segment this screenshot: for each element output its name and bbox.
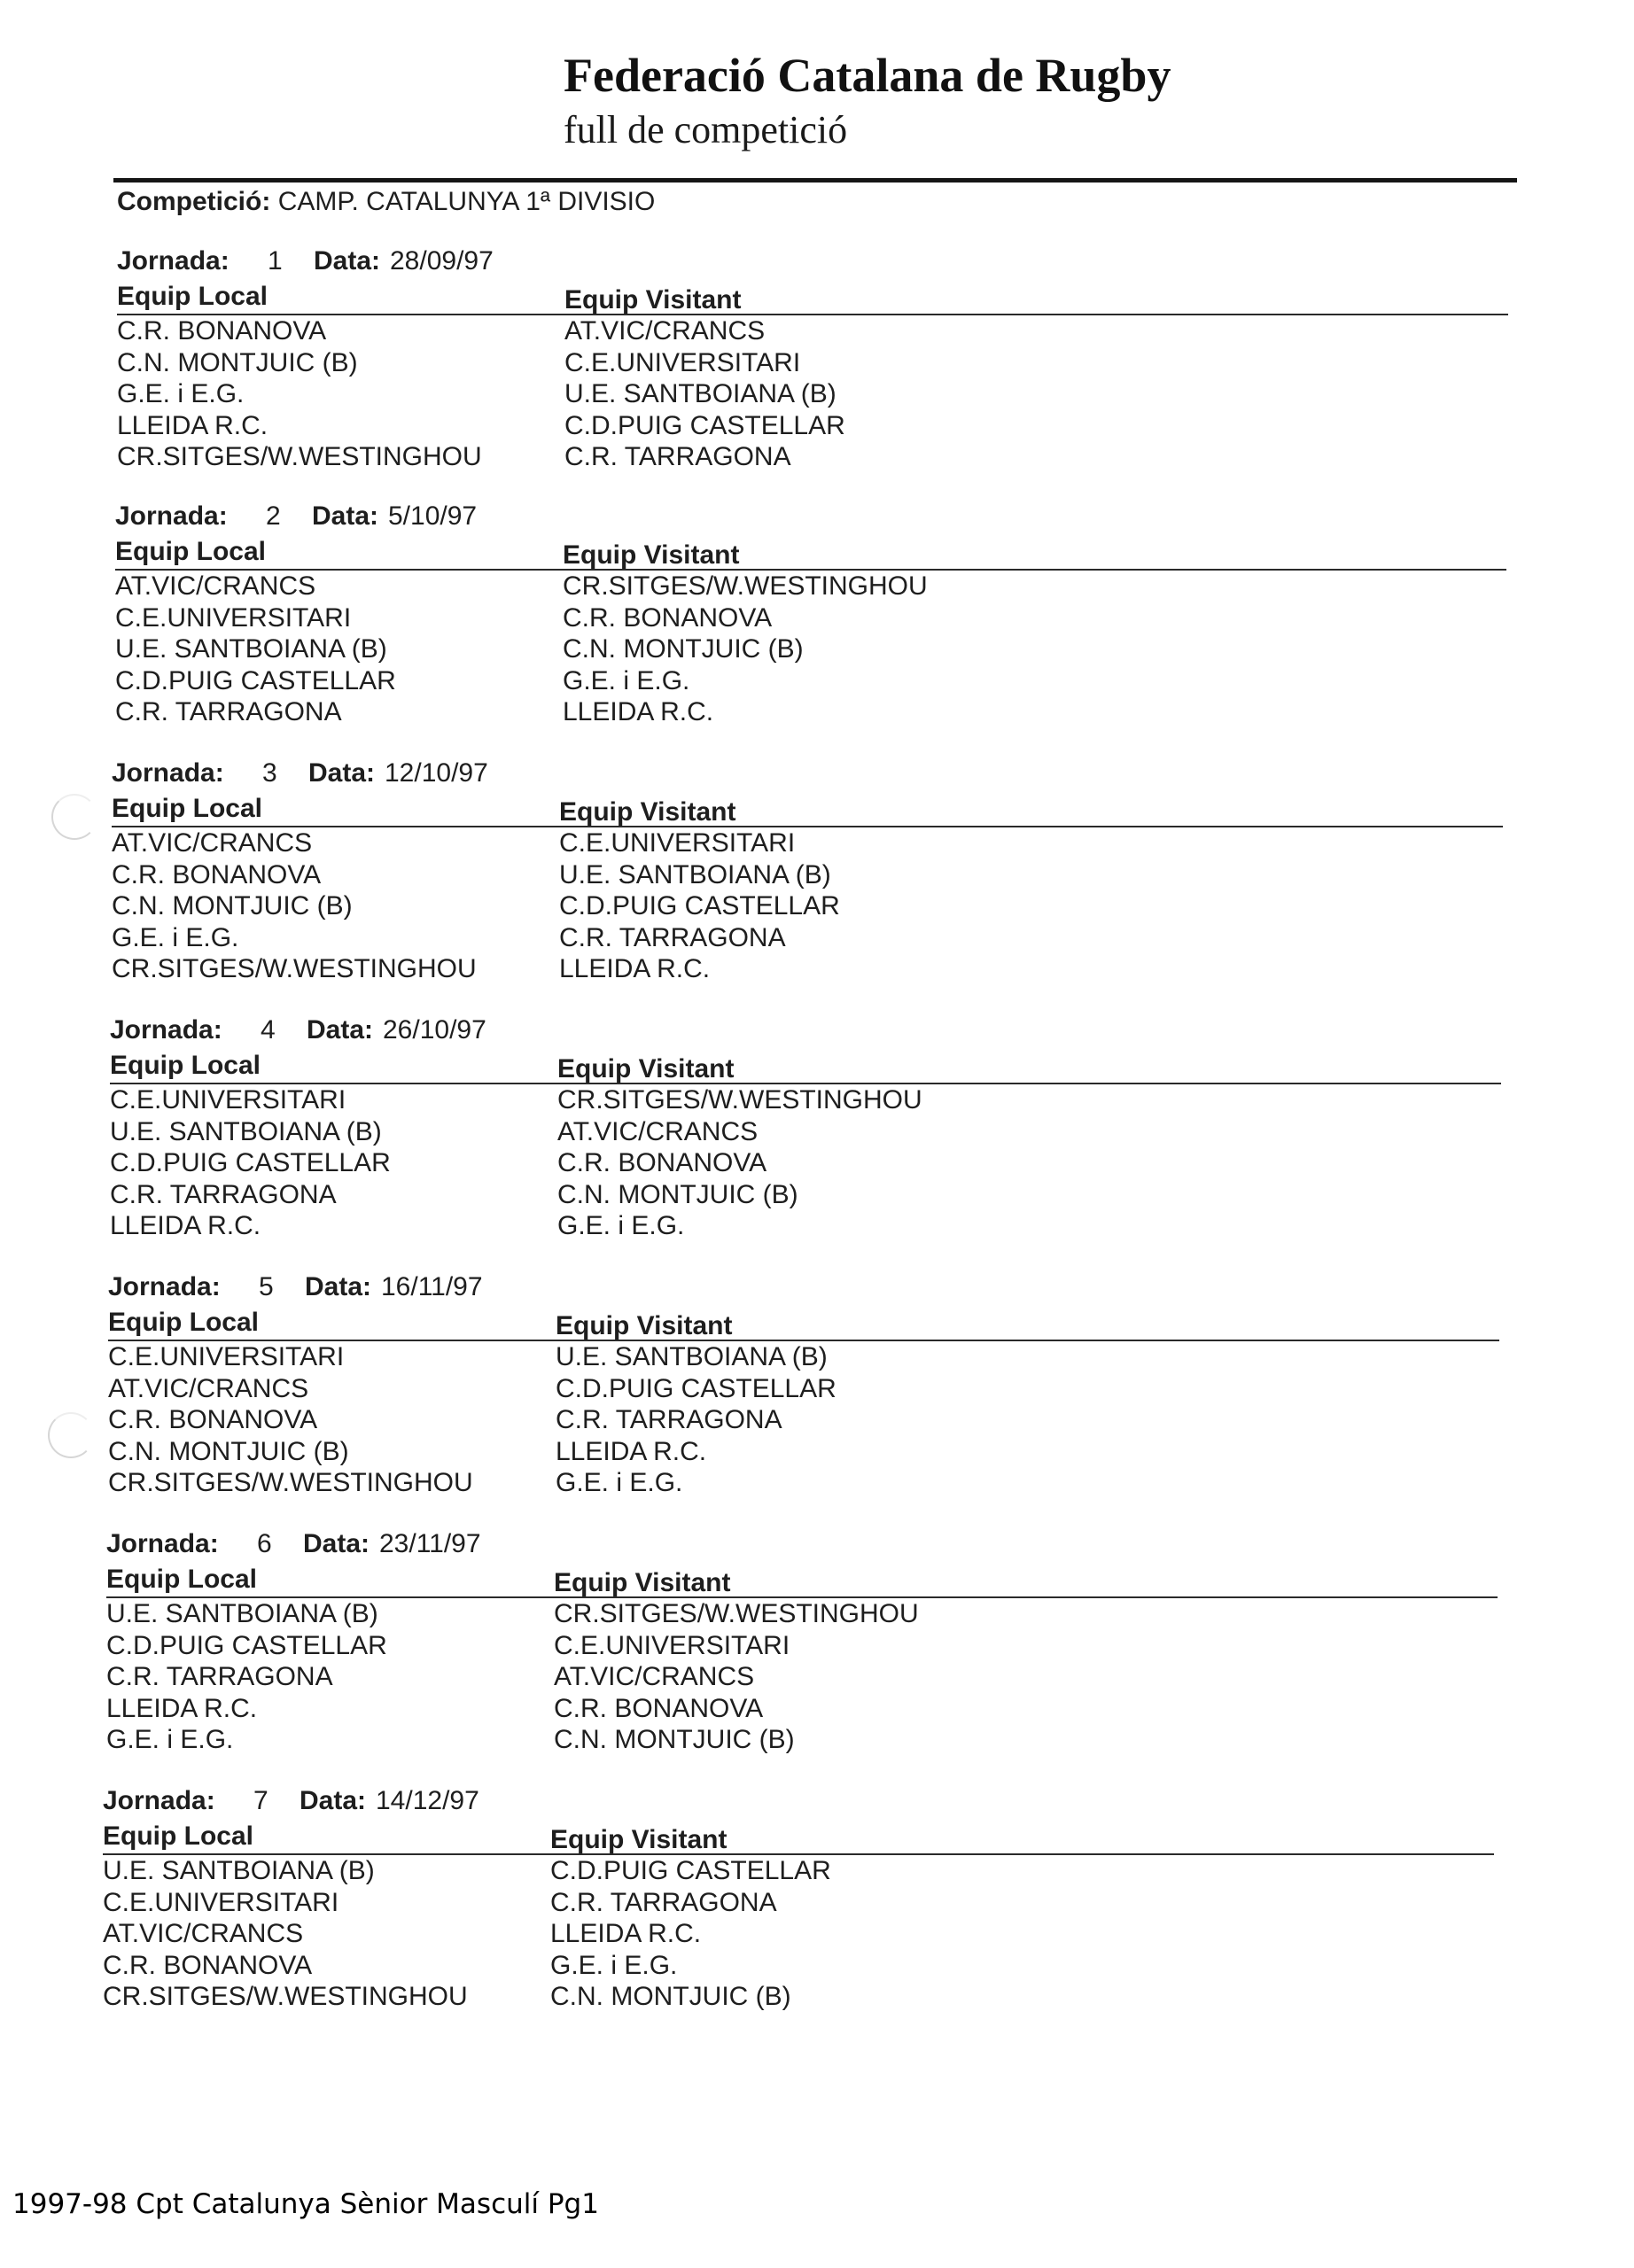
- round-date: 28/09/97: [390, 246, 494, 276]
- round-label: Jornada:: [103, 1786, 215, 1815]
- date-label: Data:: [303, 1529, 370, 1558]
- fixtures-table: [110, 1084, 1528, 1242]
- home-team-header: Equip Local: [115, 537, 267, 566]
- away-team-name: G.E. i E.G.: [563, 665, 690, 695]
- round-date: 23/11/97: [379, 1529, 481, 1558]
- home-team-list: [108, 1341, 556, 1499]
- away-team-name: U.E. SANTBOIANA (B): [556, 1342, 828, 1371]
- round-section: [108, 1272, 1526, 1499]
- home-team-name: U.E. SANTBOIANA (B): [110, 1116, 382, 1146]
- away-team-name: C.D.PUIG CASTELLAR: [559, 891, 840, 920]
- away-team-header: Equip Visitant: [557, 1054, 735, 1084]
- date-label: Data:: [308, 758, 376, 788]
- round-section: [106, 1529, 1524, 1756]
- round-label: Jornada:: [106, 1529, 219, 1558]
- away-team-name: CR.SITGES/W.WESTINGHOU: [554, 1599, 919, 1628]
- home-team-name: CR.SITGES/W.WESTINGHOU: [117, 442, 482, 471]
- away-team-list: [564, 315, 1185, 473]
- column-headers: [112, 794, 1529, 826]
- away-team-name: LLEIDA R.C.: [550, 1919, 702, 1948]
- document-header: [564, 46, 1171, 154]
- date-label: Data:: [314, 246, 381, 276]
- away-team-name: C.E.UNIVERSITARI: [554, 1630, 790, 1660]
- away-team-name: C.R. TARRAGONA: [556, 1405, 782, 1434]
- home-team-name: C.D.PUIG CASTELLAR: [115, 665, 396, 695]
- home-team-name: CR.SITGES/W.WESTINGHOU: [112, 954, 477, 983]
- away-team-header: Equip Visitant: [559, 797, 736, 827]
- home-team-name: CR.SITGES/W.WESTINGHOU: [108, 1468, 473, 1497]
- home-team-header: Equip Local: [110, 1051, 261, 1080]
- home-team-list: [115, 571, 563, 728]
- fixtures-table: [106, 1598, 1524, 1756]
- home-team-name: C.E.UNIVERSITARI: [115, 602, 352, 633]
- round-label: Jornada:: [110, 1015, 222, 1045]
- away-team-name: G.E. i E.G.: [557, 1211, 685, 1240]
- round-header: [110, 1015, 1528, 1051]
- round-header: [106, 1529, 1524, 1565]
- home-team-list: [103, 1855, 550, 2013]
- home-team-name: G.E. i E.G.: [106, 1725, 234, 1754]
- home-team-header: Equip Local: [108, 1308, 260, 1337]
- round-date: 5/10/97: [388, 501, 478, 531]
- column-headers: [108, 1308, 1526, 1340]
- home-team-name: U.E. SANTBOIANA (B): [106, 1599, 378, 1628]
- home-team-name: U.E. SANTBOIANA (B): [115, 634, 387, 664]
- away-team-list: [557, 1084, 1178, 1242]
- round-header: [108, 1272, 1526, 1308]
- column-headers: [115, 537, 1533, 569]
- away-team-name: C.R. TARRAGONA: [564, 442, 791, 471]
- away-team-name: C.E.UNIVERSITARI: [559, 828, 796, 858]
- home-team-name: C.R. TARRAGONA: [106, 1662, 333, 1691]
- home-team-header: Equip Local: [117, 282, 268, 311]
- away-team-list: [550, 1855, 1171, 2013]
- away-team-name: G.E. i E.G.: [556, 1468, 683, 1497]
- home-team-name: C.R. TARRAGONA: [115, 697, 342, 726]
- fixtures-table: [115, 571, 1533, 728]
- home-team-list: [112, 827, 559, 985]
- punch-hole-mark: [48, 1412, 94, 1458]
- round-number: 5: [259, 1272, 274, 1301]
- away-team-name: C.R. TARRAGONA: [550, 1887, 777, 1917]
- column-headers: [106, 1565, 1524, 1596]
- round-label: Jornada:: [115, 501, 228, 531]
- home-team-name: C.D.PUIG CASTELLAR: [110, 1148, 391, 1177]
- home-team-name: C.E.UNIVERSITARI: [103, 1887, 339, 1917]
- round-number: 6: [257, 1529, 272, 1558]
- away-team-name: AT.VIC/CRANCS: [564, 316, 766, 346]
- away-team-name: C.N. MONTJUIC (B): [557, 1179, 798, 1209]
- home-team-name: C.E.UNIVERSITARI: [110, 1085, 346, 1115]
- punch-hole-mark: [51, 794, 97, 840]
- home-team-name: C.R. BONANOVA: [112, 859, 322, 889]
- date-label: Data:: [312, 501, 379, 531]
- round-label: Jornada:: [117, 246, 230, 276]
- away-team-name: C.E.UNIVERSITARI: [564, 347, 801, 377]
- round-number: 7: [253, 1786, 268, 1815]
- away-team-name: U.E. SANTBOIANA (B): [559, 859, 831, 889]
- round-number: 1: [268, 246, 283, 276]
- date-label: Data:: [307, 1015, 374, 1045]
- away-team-name: C.R. TARRAGONA: [559, 922, 786, 952]
- home-team-name: C.N. MONTJUIC (B): [117, 347, 358, 377]
- document-subtitle: full de competició: [564, 108, 848, 151]
- home-team-name: C.N. MONTJUIC (B): [112, 891, 353, 920]
- home-team-name: C.R. BONANOVA: [108, 1405, 318, 1434]
- date-label: Data:: [305, 1272, 372, 1301]
- away-team-name: C.N. MONTJUIC (B): [554, 1725, 795, 1754]
- home-team-name: C.R. BONANOVA: [103, 1950, 313, 1980]
- away-team-name: LLEIDA R.C.: [556, 1436, 707, 1466]
- home-team-name: C.D.PUIG CASTELLAR: [106, 1630, 387, 1660]
- away-team-name: AT.VIC/CRANCS: [557, 1116, 759, 1146]
- federation-title: Federació Catalana de Rugby: [564, 49, 1171, 102]
- round-section: [117, 246, 1535, 473]
- column-headers: [110, 1051, 1528, 1083]
- round-label: Jornada:: [108, 1272, 221, 1301]
- footer-caption: 1997-98 Cpt Catalunya Sènior Masculí Pg1: [12, 2188, 599, 2220]
- away-team-name: U.E. SANTBOIANA (B): [564, 379, 836, 408]
- fixtures-table: [103, 1855, 1521, 2013]
- away-team-list: [563, 571, 1183, 728]
- round-section: [115, 501, 1533, 728]
- home-team-name: C.N. MONTJUIC (B): [108, 1436, 349, 1466]
- away-team-name: C.N. MONTJUIC (B): [550, 1982, 791, 2011]
- home-team-list: [110, 1084, 557, 1242]
- round-number: 2: [266, 501, 281, 531]
- home-team-name: AT.VIC/CRANCS: [103, 1919, 304, 1948]
- round-header: [103, 1786, 1521, 1821]
- round-date: 16/11/97: [381, 1272, 483, 1301]
- fixtures-table: [108, 1341, 1526, 1499]
- column-headers: [103, 1821, 1521, 1853]
- home-team-name: C.R. TARRAGONA: [110, 1179, 337, 1209]
- away-team-header: Equip Visitant: [554, 1568, 731, 1597]
- fixtures-table: [112, 827, 1529, 985]
- home-team-name: AT.VIC/CRANCS: [115, 571, 316, 601]
- home-team-name: LLEIDA R.C.: [117, 410, 268, 440]
- round-date: 14/12/97: [376, 1786, 479, 1815]
- round-header: [115, 501, 1533, 537]
- away-team-header: Equip Visitant: [564, 285, 742, 315]
- round-label: Jornada:: [112, 758, 224, 788]
- away-team-name: C.R. BONANOVA: [557, 1148, 767, 1177]
- away-team-name: C.D.PUIG CASTELLAR: [556, 1373, 836, 1403]
- round-number: 3: [262, 758, 277, 788]
- away-team-name: AT.VIC/CRANCS: [554, 1662, 755, 1691]
- away-team-name: G.E. i E.G.: [550, 1950, 678, 1980]
- home-team-name: U.E. SANTBOIANA (B): [103, 1856, 375, 1885]
- away-team-name: LLEIDA R.C.: [559, 954, 711, 983]
- home-team-list: [106, 1598, 554, 1756]
- away-team-name: C.R. BONANOVA: [563, 602, 773, 633]
- round-header: [117, 246, 1535, 282]
- competition-line: [117, 184, 655, 220]
- column-headers: [117, 282, 1535, 314]
- home-team-list: [117, 315, 564, 473]
- home-team-header: Equip Local: [103, 1821, 254, 1851]
- away-team-name: C.R. BONANOVA: [554, 1693, 764, 1723]
- away-team-header: Equip Visitant: [563, 540, 740, 570]
- home-team-header: Equip Local: [106, 1565, 258, 1594]
- competition-label: Competició:: [117, 187, 271, 216]
- away-team-list: [559, 827, 1179, 985]
- round-number: 4: [261, 1015, 276, 1045]
- home-team-header: Equip Local: [112, 794, 263, 823]
- header-divider: [113, 178, 1517, 183]
- competition-value: CAMP. CATALUNYA 1ª DIVISIO: [277, 187, 656, 216]
- away-team-list: [554, 1598, 1174, 1756]
- round-section: [112, 758, 1529, 985]
- away-team-name: CR.SITGES/W.WESTINGHOU: [563, 571, 928, 601]
- home-team-name: C.R. BONANOVA: [117, 316, 327, 346]
- away-team-name: C.N. MONTJUIC (B): [563, 634, 804, 664]
- round-date: 12/10/97: [385, 758, 488, 788]
- home-team-name: CR.SITGES/W.WESTINGHOU: [103, 1982, 468, 2011]
- home-team-name: AT.VIC/CRANCS: [112, 828, 313, 858]
- round-header: [112, 758, 1529, 794]
- home-team-name: G.E. i E.G.: [117, 379, 245, 408]
- away-team-name: C.D.PUIG CASTELLAR: [564, 410, 845, 440]
- away-team-header: Equip Visitant: [550, 1825, 728, 1854]
- home-team-name: G.E. i E.G.: [112, 922, 239, 952]
- round-section: [103, 1786, 1521, 2013]
- away-team-name: C.D.PUIG CASTELLAR: [550, 1856, 831, 1885]
- home-team-name: LLEIDA R.C.: [110, 1211, 261, 1240]
- home-team-name: AT.VIC/CRANCS: [108, 1373, 309, 1403]
- away-team-name: LLEIDA R.C.: [563, 697, 714, 726]
- home-team-name: LLEIDA R.C.: [106, 1693, 258, 1723]
- away-team-list: [556, 1341, 1176, 1499]
- away-team-name: CR.SITGES/W.WESTINGHOU: [557, 1085, 922, 1115]
- fixtures-table: [117, 315, 1535, 473]
- round-date: 26/10/97: [383, 1015, 486, 1045]
- away-team-header: Equip Visitant: [556, 1311, 733, 1340]
- round-section: [110, 1015, 1528, 1242]
- date-label: Data:: [300, 1786, 367, 1815]
- home-team-name: C.E.UNIVERSITARI: [108, 1342, 345, 1371]
